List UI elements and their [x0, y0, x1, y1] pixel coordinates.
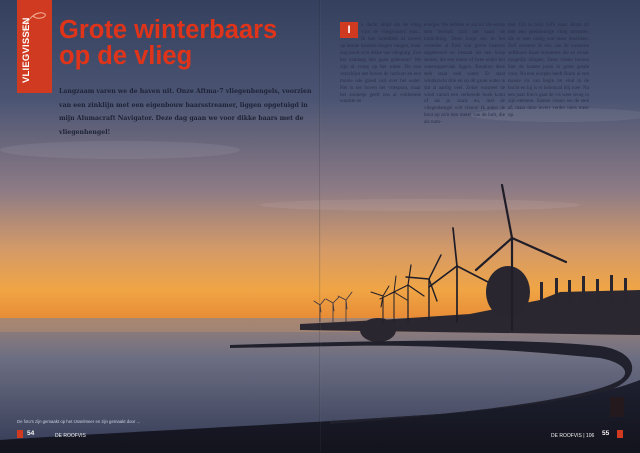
- drop-cap: I: [340, 22, 358, 38]
- body-column-3: mer 120 in mijn GPS staat. Bram zit met een geelkleurige vlieg streamer, die er zeer rustig wat meer doorheen. Zelf monteer ik een van de zwaarste zelfbouw baars streamers die zo zwaar mogelijk aflopen. Deze vissen komen hier de laatste jaren in grote getale voor. Na een worpen heeft Bram al een mooie vis van begin tot eind in de bocht en hij is er helemaal blij mee. Na een paar foto's gaat de vis weer terug in zijn element. Samen vissen we de stek af, maar deze levert verder niets meer op.: [508, 22, 589, 119]
- page-fold: [319, 0, 321, 453]
- left-footer-magazine: DE ROOFVIS: [55, 433, 86, 439]
- right-page-number: 55: [602, 430, 610, 437]
- body-column-1-text: k dacht altijd dat de vlieg voor de 'vliegvissers' was... Ik heb inmiddels al zoveel op mooie baarzen mogen vangen, maar nog nooit zo'n dikke van vliegtuig. Zou het vandaag dan gaan gebeuren? We zijn al vroeg op het water. De zon verschijnt net boven de horizon en een mooie ode gloed valt over het water. Het is net boven het vriespunt, maar het zonnetje geeft ons al voldoende warmte en: [340, 22, 421, 105]
- shore-post: [610, 397, 624, 417]
- section-label: VLIEGVISSEN: [21, 17, 32, 83]
- left-page-number: 54: [27, 430, 35, 437]
- headline-line-1: Grote winterbaars: [59, 16, 278, 44]
- body-column-2: energie. We hebben er zin in! De eerste stek bevindt zich net naast de tonlichting. Deze loopt om in het verleden al flink wat grove baarzen opgeleverd en bestaat uit een hoop stenen, die een meter of twee onder het wateroppervlak liggen. Rondom deze stek staat veel water. Er staat windkracht drie en op dit grote water is dat al aardig veel. Zeker wanneer de wind vanuit een verkeerde hoek komt of als je, zoals nu, met de vliegenhengel wilt vissen! Ik anker de boot op zo'n tien meter van de bult, die als num-: [424, 22, 505, 126]
- right-footer-magazine: DE ROOFVIS | 106: [551, 433, 595, 439]
- headline: [59, 17, 309, 69]
- body-column-1: [340, 22, 421, 105]
- headline-line-2: op de vlieg: [59, 42, 193, 70]
- footer-accent-right: [617, 430, 623, 438]
- intro-paragraph: Langzaam varen we de haven uit. Onze Aftma-7 vliegenhengels, voorzien van een zinklijn met een eigenbouw baarsstreamer, liggen opgetuigd in mijn Alumacraft Navigator. Deze dag gaan we voor dikke baars met de vliegenhengel!: [59, 88, 312, 136]
- photo-caption: De foto's zijn gemaakt op het IJsselmeer en zijn gemaakt door ...: [17, 419, 141, 424]
- footer-accent-left: [17, 430, 23, 438]
